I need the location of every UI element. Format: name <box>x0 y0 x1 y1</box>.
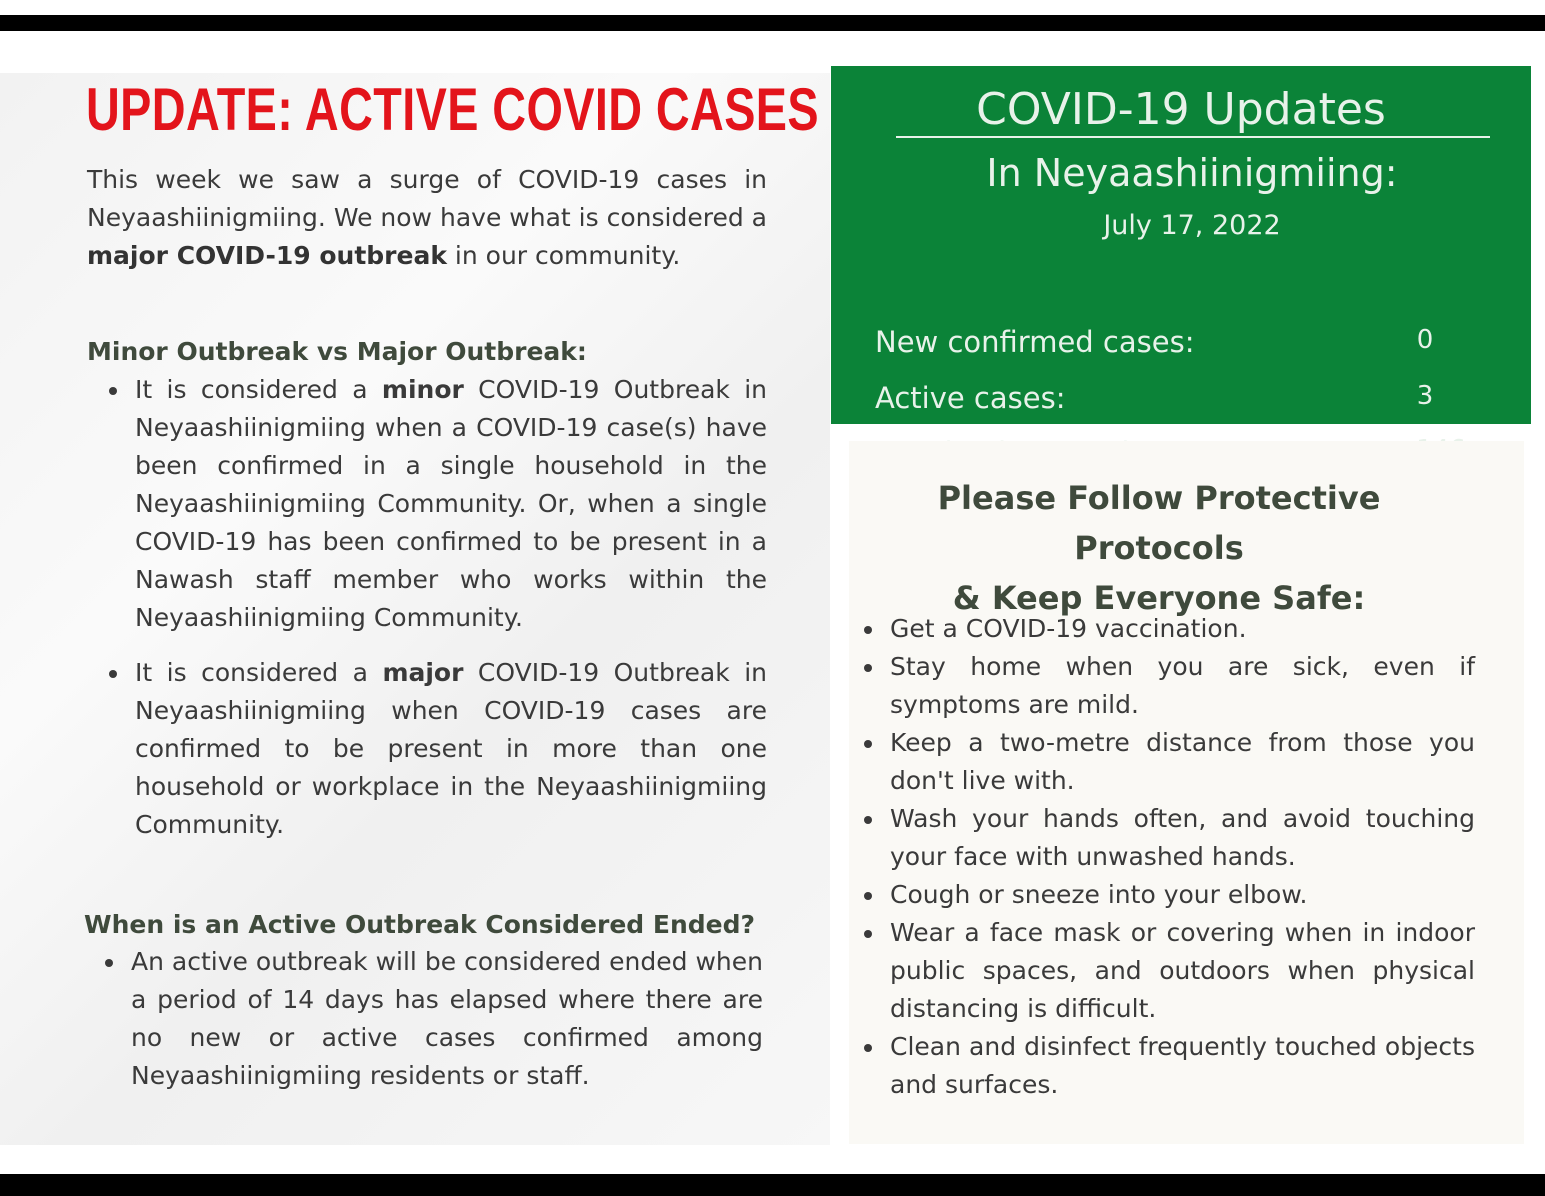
intro-text-after: in our community. <box>446 241 681 270</box>
list-item: It is considered a minor COVID-19 Outbreak in Neyaashiinigmiing when a COVID-19 case(s) have been confirmed in a single household in the Neyaashiinigmiing Community. Or, when a single COVID-19 has been confirmed to be present in a Nawash staff member who works within the Neyaashiinigmiing Community. <box>135 371 767 637</box>
list-item: Stay home when you are sick, even if symptoms are mild. <box>890 648 1475 724</box>
protocols-title: Please Follow Protective Protocols & Keep Everyone Safe: <box>937 479 1381 617</box>
updates-box-subtitle: In Neyaashiinigmiing: <box>986 151 1398 195</box>
stat-value-active-cases: 3 <box>1416 381 1434 411</box>
covid-updates-box <box>831 66 1531 424</box>
intro-paragraph <box>87 161 767 275</box>
list-item: Cough or sneeze into your elbow. <box>890 876 1475 914</box>
intro-text-before: This week we saw a surge of COVID-19 cases in Neyaashiinigmiing. We now have what is considered a <box>87 165 767 232</box>
ended-criteria-list <box>131 943 763 1095</box>
outbreak-definition-list <box>135 371 767 844</box>
updates-date: July 17, 2022 <box>1103 210 1281 241</box>
title-divider <box>896 136 1490 138</box>
list-item: It is considered a major COVID-19 Outbreak in Neyaashiinigmiing when COVID-19 cases are confirmed to be present in more than one household or workplace in the Neyaashiinigmiing Community. <box>135 654 767 844</box>
intro-text-bold: major COVID-19 outbreak <box>87 241 447 270</box>
list-item: Keep a two-metre distance from those you don't live with. <box>890 724 1475 800</box>
updates-box-title: COVID-19 Updates <box>976 84 1386 135</box>
list-item: Get a COVID-19 vaccination. <box>890 610 1475 648</box>
list-item: Wear a face mask or covering when in indoor public spaces, and outdoors when physical distancing is difficult. <box>890 914 1475 1028</box>
stat-label-active-cases: Active cases: <box>875 381 1066 415</box>
list-item: Wash your hands often, and avoid touching your face with unwashed hands. <box>890 800 1475 876</box>
ended-section-heading: When is an Active Outbreak Considered Ended? <box>84 910 756 939</box>
page-headline: UPDATE: ACTIVE COVID CASES <box>86 76 820 143</box>
list-item: Clean and disinfect frequently touched objects and surfaces. <box>890 1028 1475 1104</box>
bottom-border-bar <box>0 1174 1545 1196</box>
outbreak-section-heading: Minor Outbreak vs Major Outbreak: <box>87 337 587 366</box>
stat-value-new-cases: 0 <box>1416 325 1434 355</box>
stat-label-new-cases: New confirmed cases: <box>875 325 1195 359</box>
top-border-bar <box>0 15 1545 31</box>
list-item: An active outbreak will be considered ended when a period of 14 days has elapsed where there are no new or active cases confirmed among Neyaashiinigmiing residents or staff. <box>131 943 763 1095</box>
protocols-list <box>890 610 1475 1104</box>
